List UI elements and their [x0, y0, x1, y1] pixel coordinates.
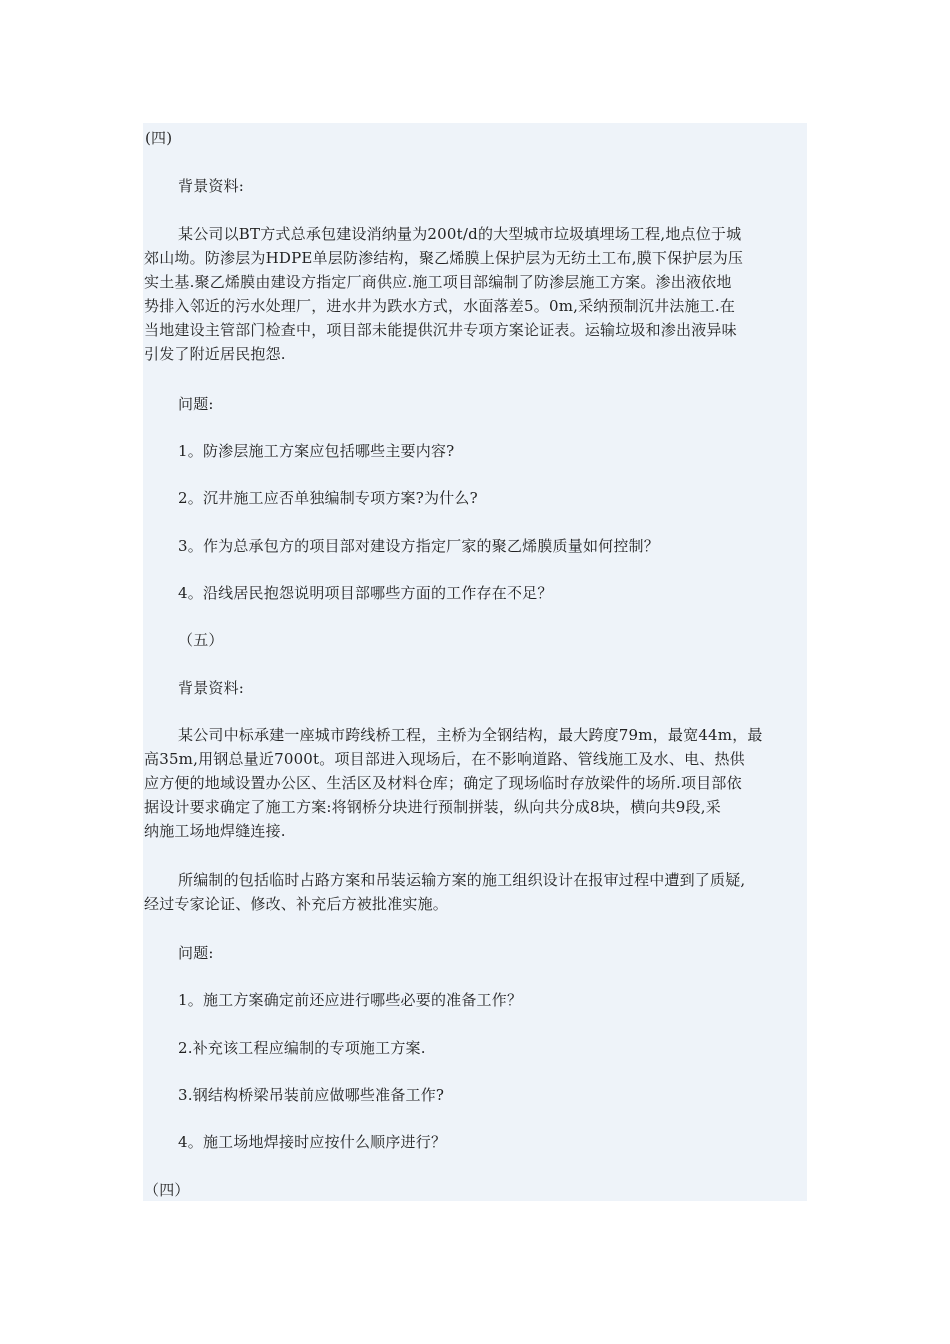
section-5-question: 2.补充该工程应编制的专项施工方案. — [178, 1039, 426, 1057]
section-4-paragraph-line: 实土基.聚乙烯膜由建设方指定厂商供应.施工项目部编制了防渗层施工方案。渗出液依地 — [144, 273, 732, 291]
footer-heading: （四） — [144, 1181, 190, 1199]
section-5-question: 4。施工场地焊接时应按什么顺序进行？ — [178, 1133, 447, 1151]
section-5-paragraph-line: 纳施工场地焊缝连接. — [144, 822, 286, 840]
section-4-question: 4。沿线居民抱怨说明项目部哪些方面的工作存在不足？ — [178, 584, 553, 602]
section-5-background-label: 背景资料: — [178, 679, 245, 697]
section-5-question: 1。施工方案确定前还应进行哪些必要的准备工作？ — [178, 991, 523, 1009]
section-4-question: 1。防渗层施工方案应包括哪些主要内容? — [178, 442, 455, 460]
section-4-paragraph-line: 引发了附近居民抱怨. — [144, 345, 286, 363]
section-4-paragraph-line: 某公司以BT方式总承包建设消纳量为200t/d的大型城市垃圾填埋场工程,地点位于城 — [178, 225, 742, 243]
section-5-question: 3.钢结构桥梁吊装前应做哪些准备工作? — [178, 1086, 445, 1104]
section-5-paragraph-line: 某公司中标承建一座城市跨线桥工程，主桥为全钢结构，最大跨度79m，最宽44m，最 — [178, 726, 763, 744]
section-5-heading: （五） — [178, 631, 224, 649]
section-4-paragraph-line: 郊山坳。防渗层为HDPE单层防渗结构，聚乙烯膜上保护层为无纺土工布,膜下保护层为压 — [144, 249, 744, 267]
section-5-paragraph-line: 应方便的地域设置办公区、生活区及材料仓库；确定了现场临时存放梁件的场所.项目部依 — [144, 774, 742, 792]
section-4-question: 2。沉井施工应否单独编制专项方案?为什么? — [178, 489, 478, 507]
section-5-paragraph-line: 高35m,用钢总量近7000t。项目部进入现场后，在不影响道路、管线施工及水、电、热供 — [144, 750, 745, 768]
section-4-question: 3。作为总承包方的项目部对建设方指定厂家的聚乙烯膜质量如何控制？ — [178, 537, 659, 555]
section-4-questions-label: 问题: — [178, 395, 214, 413]
section-4-paragraph-line: 当地建设主管部门检查中，项目部未能提供沉井专项方案论证表。运输垃圾和渗出液异味 — [144, 321, 737, 339]
section-4-heading: (四) — [145, 129, 173, 147]
section-5-paragraph-line: 所编制的包括临时占路方案和吊装运输方案的施工组织设计在报审过程中遭到了质疑, — [178, 871, 746, 889]
section-5-paragraph-line: 据设计要求确定了施工方案:将钢桥分块进行预制拼装，纵向共分成8块，横向共9段,采 — [144, 798, 721, 816]
section-4-background-label: 背景资料: — [178, 177, 245, 195]
section-4-paragraph-line: 势排入邻近的污水处理厂，进水井为跌水方式，水面落差5。0m,采纳预制沉井法施工.在 — [144, 297, 736, 315]
section-5-paragraph-line: 经过专家论证、修改、补充后方被批准实施。 — [144, 895, 449, 913]
section-5-questions-label: 问题: — [178, 944, 214, 962]
